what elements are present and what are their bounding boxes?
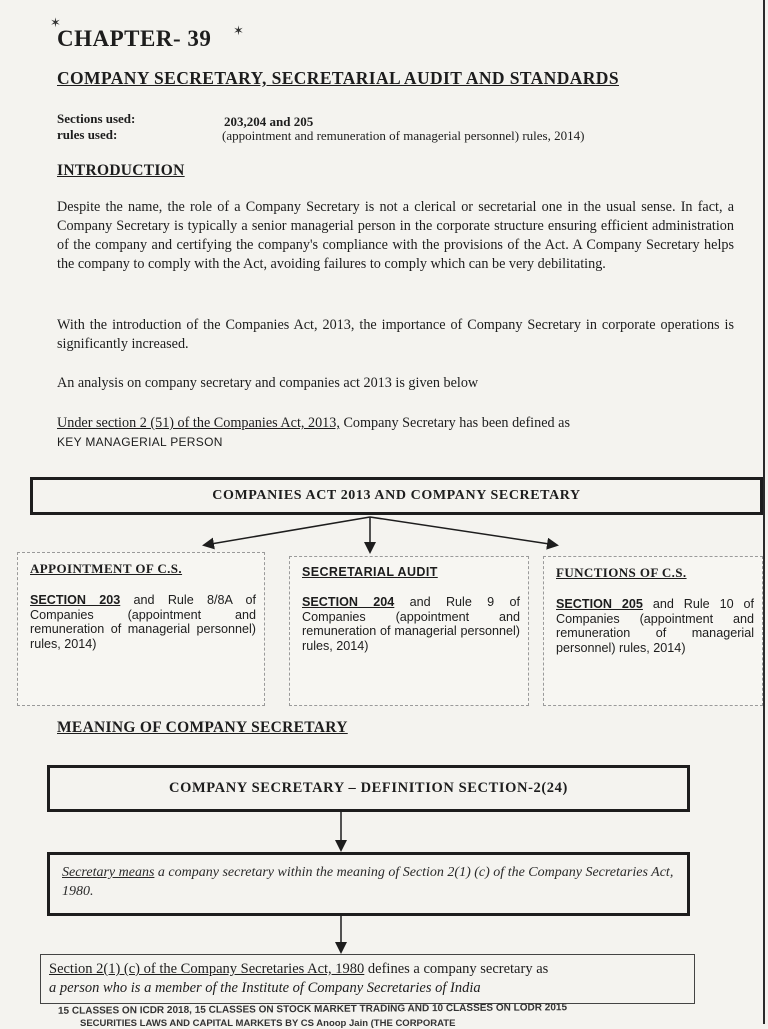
star-mark-icon: ✶	[233, 24, 244, 39]
companies-act-box-label: COMPANIES ACT 2013 AND COMPANY SECRETARY	[212, 488, 581, 503]
arrow-to-functions	[370, 517, 556, 545]
appointment-rule: and Rule 8/8A of Companies (appointment and remuneration of managerial personnel) rules, 2014)	[30, 593, 256, 651]
definition-box	[47, 765, 690, 812]
functions-rule: and Rule 10 of Companies (appointment and remuneration of managerial personnel) rules, 2014)	[556, 597, 754, 655]
intro-paragraph-1: Despite the name, the role of a Company Secretary is not a clerical or secretarial one in the usual sense. In fact, a Company Secretary is typically a senior managerial person in the corporate structure ensuring efficient administration of the company and certifying the company's compliance with the provisions of the Act. A Company Secretary helps the company to comply with the Act, avoiding failures to comply which can be very debilitating.	[57, 199, 734, 272]
section-reference: Under section 2 (51) of the Companies Act, 2013,	[57, 415, 340, 431]
section-definition-box	[40, 954, 695, 1004]
section-def-text: defines a company secretary as	[364, 961, 549, 977]
rules-label: rules used:	[57, 127, 118, 142]
intro-paragraph-3: An analysis on company secretary and companies act 2013 is given below	[57, 375, 479, 391]
definition-text: Company Secretary has been defined as	[339, 415, 570, 431]
definition-box-label: COMPANY SECRETARY – DEFINITION SECTION-2(24)	[169, 780, 568, 796]
footer-line-1: 15 CLASSES ON ICDR 2018, 15 CLASSES ON STOCK MARKET TRADING AND 10 CLASSES ON LODR 2015	[58, 1002, 567, 1017]
functions-section: SECTION 205	[556, 597, 643, 611]
section-ref: Section 2(1) (c) of the Company Secretaries Act, 1980	[49, 961, 365, 977]
section-def-line2: a person who is a member of the Institute of Company Secretaries of India	[49, 980, 481, 996]
chapter-title: COMPANY SECRETARY, SECRETARIAL AUDIT AND STANDARDS	[57, 68, 619, 88]
chapter-heading: CHAPTER- 39	[57, 26, 212, 51]
sections-value: 203,204 and 205	[224, 114, 314, 129]
functions-heading: FUNCTIONS OF C.S.	[556, 565, 687, 580]
meaning-heading: MEANING OF COMPANY SECRETARY	[57, 719, 348, 736]
quote-text: a company secretary within the meaning of Section 2(1) (c) of the Company Secretaries Act, 1980.	[62, 865, 674, 899]
appointment-section: SECTION 203	[30, 593, 121, 607]
intro-paragraph-2: With the introduction of the Companies Act, 2013, the importance of Company Secretary in corporate operations is significantly increased.	[57, 317, 734, 352]
arrow-to-appointment	[205, 517, 370, 545]
appointment-box	[17, 552, 265, 706]
sections-label: Sections used:	[57, 111, 136, 126]
appointment-heading: APPOINTMENT OF C.S.	[30, 561, 183, 576]
key-managerial-person: KEY MANAGERIAL PERSON	[57, 435, 223, 449]
appointment-text	[30, 593, 256, 651]
rules-value: (appointment and remuneration of managerial personnel) rules, 2014)	[222, 128, 585, 143]
functions-text	[556, 597, 754, 655]
footer-line-2: SECURITIES LAWS AND CAPITAL MARKETS BY CS Anoop Jain (THE CORPORATE	[80, 1018, 456, 1029]
secretarial-audit-box	[289, 556, 529, 706]
functions-box	[543, 556, 763, 706]
star-mark-icon: ✶	[50, 16, 61, 31]
introduction-heading: INTRODUCTION	[57, 162, 185, 179]
secretarial-audit-section: SECTION 204	[302, 595, 395, 609]
secretary-quote-box	[47, 852, 690, 916]
secretarial-audit-text	[302, 595, 520, 653]
secretarial-audit-heading: SECRETARIAL AUDIT	[302, 565, 438, 579]
quote-term: Secretary means	[62, 865, 155, 880]
secretarial-audit-rule: and Rule 9 of Companies (appointment and remuneration of managerial personnel) rules, 2014)	[302, 595, 520, 653]
